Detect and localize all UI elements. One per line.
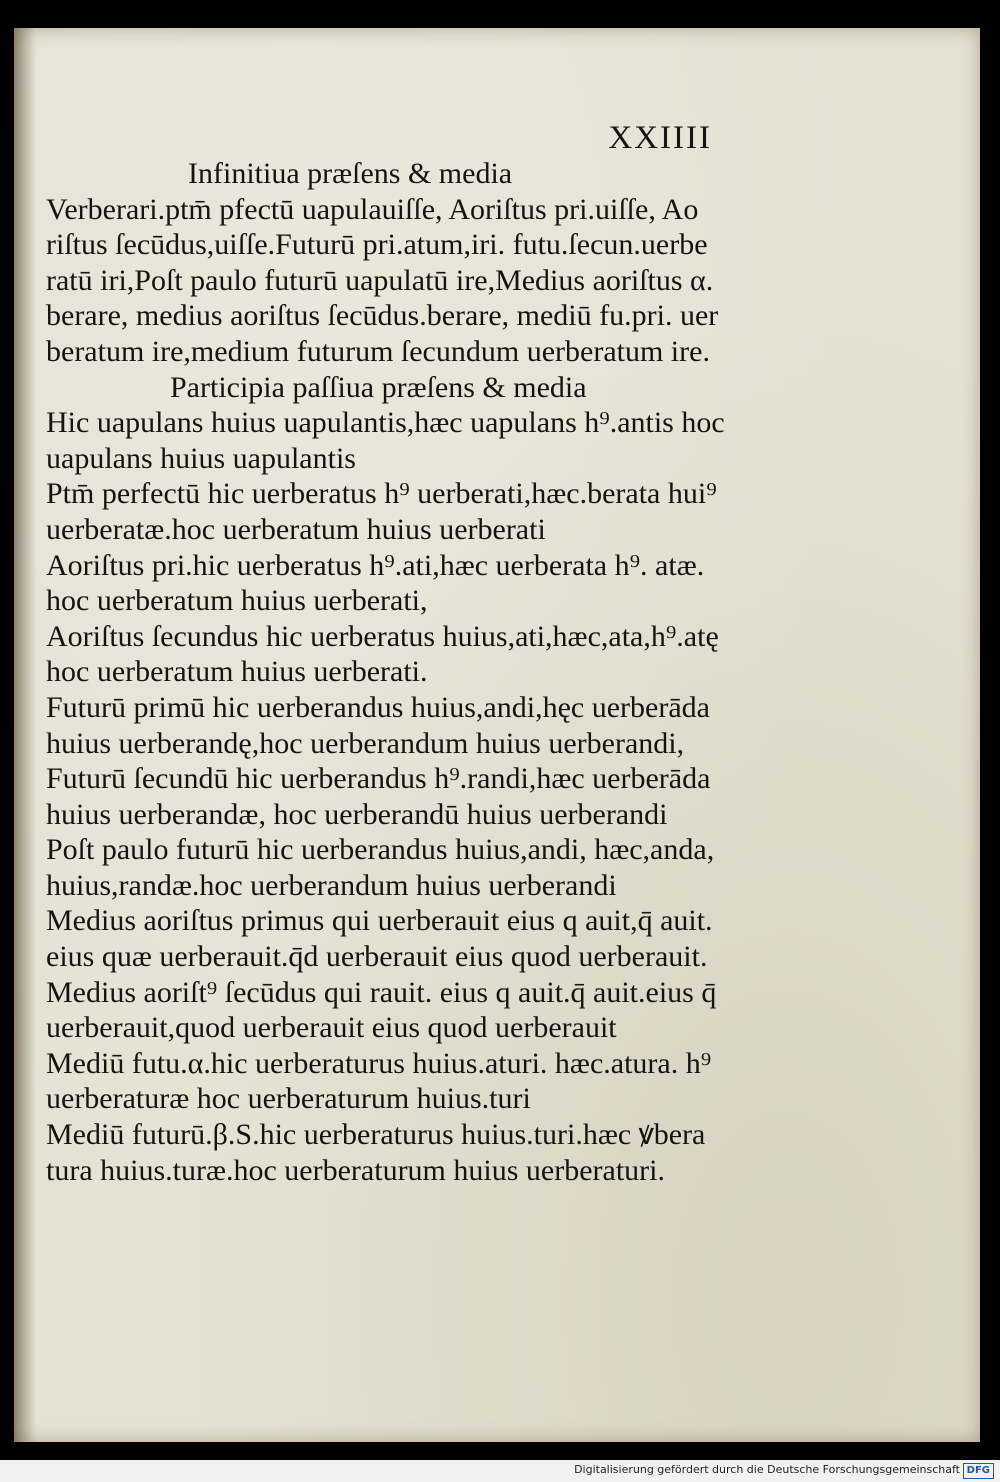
text-line: Medius aoriſtus primus qui uerberauit eius q auit,q̄ auit. [46,904,713,938]
text-line: hoc uerberatum huius uerberati. [46,655,428,689]
text-line: hoc uerberatum huius uerberati, [46,584,428,618]
text-line: tura huius.turæ.hoc uerberaturum huius uerberaturi. [46,1153,665,1187]
text-line: Futurū primū hic uerberandus huius,andi,hęc uerberāda [46,690,710,724]
section-heading: Participia paſſiua præſens & media [170,370,587,404]
book-page [14,28,980,1442]
dfg-logo: DFG [963,1463,994,1479]
text-line: huius,randæ.hoc uerberandum huius uerberandi [46,868,617,902]
text-line: Medius aoriſt⁹ ſecūdus qui rauit. eius q auit.q̄ auit.eius q̄ [46,975,717,1009]
text-line: Ptm̄ perfectū hic uerberatus h⁹ uerberati,hæc.berata hui⁹ [46,477,717,511]
text-line: ratū iri,Poſt paulo futurū uapulatū ire,Medius aoriſtus α. [46,263,714,297]
text-line: eius quæ uerberauit.q̄d uerberauit eius quod uerberauit. [46,940,708,974]
text-line: berare, medius aoriſtus ſecūdus.berare, mediū fu.pri. uer [46,299,719,333]
page-text [46,156,776,1188]
text-line: beratum ire,medium futurum ſecundum uerberatum ire. [46,334,710,368]
page-gutter-shadow [14,28,36,1442]
text-line: uerberaturæ hoc uerberaturum huius.turi [46,1082,531,1116]
text-line: Mediū futurū.β.S.hic uerberaturus huius.turi.hæc ꝟbera [46,1118,706,1152]
text-line: uerberatæ.hoc uerberatum huius uerberati [46,512,546,546]
text-line: Verberari.ptm̄ pfectū uapulauiſſe, Aoriſtus pri.uiſſe, Ao [46,192,699,226]
text-line: Futurū ſecundū hic uerberandus h⁹.randi,hæc uerberāda [46,762,711,796]
section-heading: Infinitiua præſens & media [188,157,513,190]
text-line: uapulans huius uapulantis [46,441,356,475]
folio-number: XXIIII [608,120,712,156]
text-line: riſtus ſecūdus,uiſſe.Futurū pri.atum,iri. futu.ſecun.uerbe [46,228,708,262]
text-line: uerberauit,quod uerberauit eius quod uerberauit [46,1011,617,1045]
funding-credit: Digitalisierung gefördert durch die Deutsche Forschungsgemeinschaft [574,1463,960,1476]
text-line: Mediū futu.α.hic uerberaturus huius.aturi. hæc.atura. h⁹ [46,1046,712,1080]
text-line: Aoriſtus pri.hic uerberatus h⁹.ati,hæc uerberata h⁹. atæ. [46,548,705,582]
text-line: Aoriſtus ſecundus hic uerberatus huius,ati,hæc,ata,h⁹.atę [46,619,719,653]
text-line: Poſt paulo futurū hic uerberandus huius,andi, hæc,anda, [46,833,715,867]
text-line: Hic uapulans huius uapulantis,hæc uapulans h⁹.antis hoc [46,406,725,440]
text-line: huius uerberandę,hoc uerberandum huius uerberandi, [46,726,685,760]
footer-bar [0,1460,1000,1482]
text-line: huius uerberandæ, hoc uerberandū huius uerberandi [46,797,668,831]
